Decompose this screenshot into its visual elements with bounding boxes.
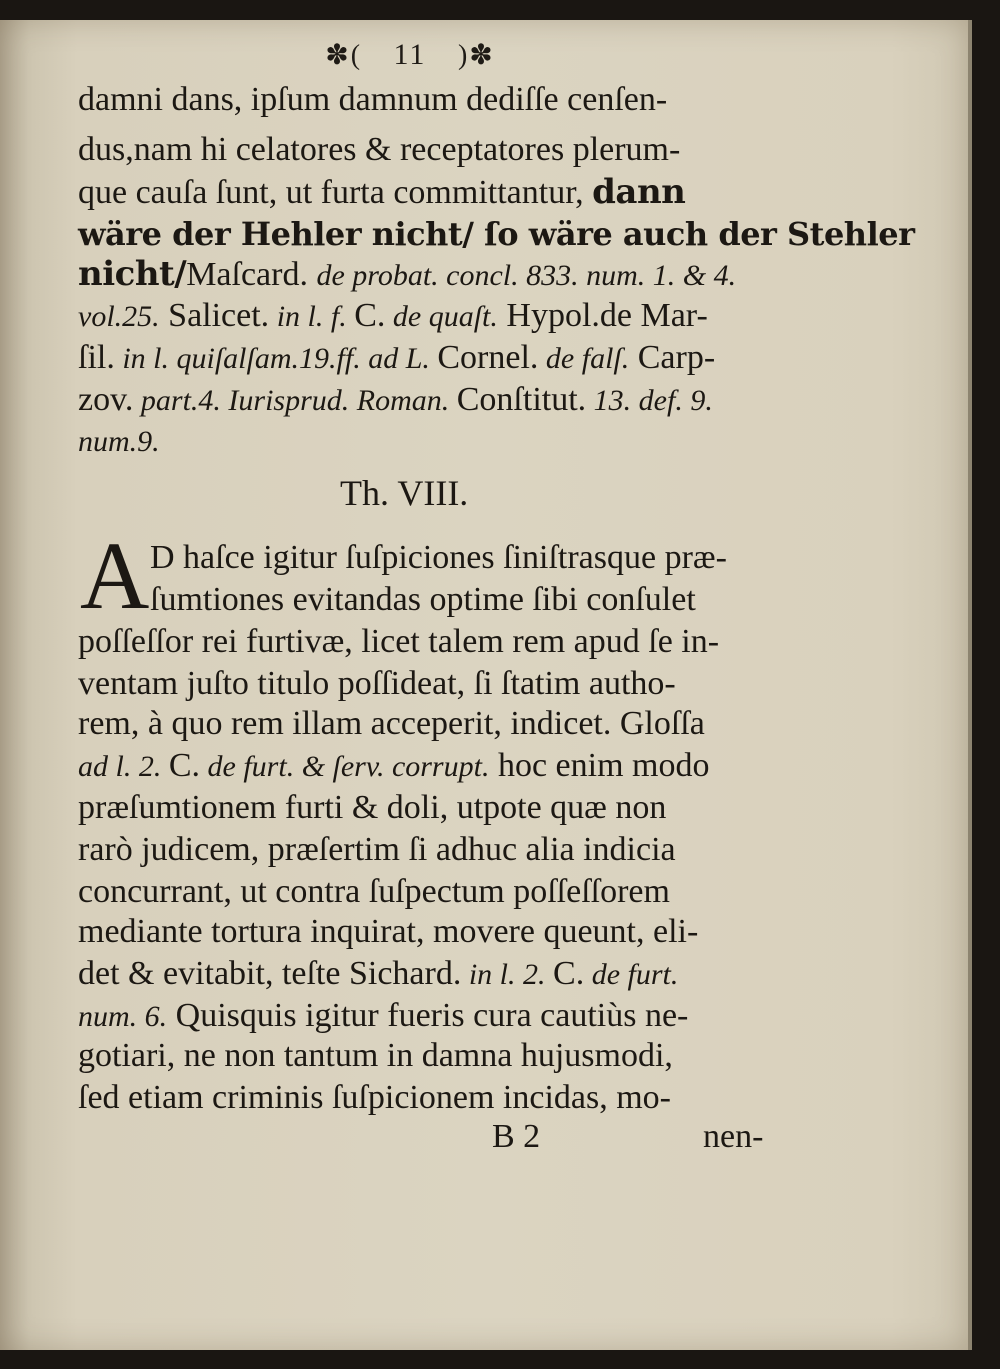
citation-def: 13. def. 9. (586, 384, 713, 417)
body-line-11 (78, 954, 678, 995)
body-line-3: poſſeſſor rei furtivæ, licet talem rem apud ſe in- (78, 623, 720, 660)
citation-sichard-defurt: de furt. (584, 958, 679, 991)
citation-carp: Carp- (629, 339, 716, 376)
text-line-8 (78, 380, 713, 421)
body-line-5: rem, à quo rem illam acceperit, indicet. Gloſſa (78, 705, 705, 742)
citation-vol: vol.25. (78, 300, 160, 333)
citation-c: C. (354, 297, 386, 334)
citation-dequast: de quaſt. (385, 300, 498, 333)
body-line-12 (78, 996, 688, 1037)
body-line-8: rarò judicem, præſertim ſi adhuc alia indicia (78, 831, 676, 868)
citation-mascard: Maſcard. (186, 256, 308, 293)
citation-part: part.4. Iurisprud. Roman. (133, 384, 457, 417)
catchword: nen- (703, 1118, 764, 1155)
body-line-7: præſumtionem furti & doli, utpote quæ non (78, 789, 667, 826)
text-line-9: num.9. (78, 425, 160, 458)
text-line-3 (78, 172, 685, 213)
left-ornament-icon: ✽( (325, 40, 363, 71)
body-line-10: mediante tortura inquirat, movere queunt, eli- (78, 913, 699, 950)
text-line-8-start: zov. (78, 381, 134, 418)
citation-constitut: Conſtitut. (456, 381, 587, 418)
citation-glossa: ad l. 2. (78, 750, 169, 783)
citation-salicet-it: in l. f. (269, 300, 355, 333)
citation-defals: de falſ. (538, 342, 630, 375)
text-line-7 (78, 338, 715, 379)
citation-mascard-detail: de probat. concl. 833. num. 1. & 4. (316, 259, 737, 292)
text-line-5 (78, 254, 736, 296)
body-line-12-text: Quisquis igitur fueris cura cautiùs ne- (175, 997, 689, 1034)
citation-sichard-c: C. (553, 955, 585, 992)
thesis-heading: Th. VIII. (340, 473, 469, 513)
page-header (300, 38, 520, 72)
signature-mark: B 2 (492, 1118, 541, 1155)
body-line-2: ſumtiones evitandas optime ſibi conſulet (150, 581, 696, 618)
text-line-1: damni dans, ipſum damnum dediſſe cenſen- (78, 81, 668, 118)
text-line-3-german: dann (592, 172, 686, 212)
body-line-4: ventam juſto titulo poſſideat, ſi ſtatim autho- (78, 665, 676, 702)
text-line-2: dus,nam hi celatores & receptatores plerum- (78, 131, 681, 168)
citation-salicet: Salicet. (159, 297, 270, 334)
body-line-6 (78, 746, 709, 787)
citation-num6: num. 6. (78, 1000, 168, 1033)
citation-cornel: Cornel. (437, 339, 539, 376)
text-line-5-german: nicht/ (78, 254, 187, 294)
page-edge (968, 20, 972, 1350)
text-line-6 (78, 296, 708, 337)
citation-glossa-defurt: de furt. & ſerv. corrupt. (200, 750, 490, 783)
citation-sichard: in l. 2. (461, 958, 554, 991)
body-line-11-text: det & evitabit, teſte Sichard. (78, 955, 462, 992)
citation-falsam: in l. quiſalſam.19.ff. ad L. (114, 342, 438, 375)
text-line-3-latin: que cauſa ſunt, ut furta committantur, (78, 174, 584, 211)
body-line-6-rest: hoc enim modo (489, 747, 710, 784)
page-number: 11 (393, 38, 427, 71)
body-line-13: gotiari, ne non tantum in damna hujusmodi, (78, 1037, 673, 1074)
drop-cap: A (80, 522, 150, 629)
text-line-7-start: ſil. (78, 339, 115, 376)
citation-glossa-c: C. (168, 747, 201, 784)
right-ornament-icon: )✽ (457, 40, 495, 71)
body-line-14: ſed etiam criminis ſuſpicionem incidas, mo- (78, 1079, 671, 1116)
citation-hypol: Hypol.de Mar- (497, 297, 708, 334)
body-line-1: D haſce igitur ſuſpiciones ſiniſtrasque præ- (150, 539, 727, 576)
body-line-9: concurrant, ut contra ſuſpectum poſſeſſorem (78, 873, 670, 910)
text-line-4: wäre der Hehler nicht/ ſo wäre auch der Stehler (78, 215, 915, 253)
